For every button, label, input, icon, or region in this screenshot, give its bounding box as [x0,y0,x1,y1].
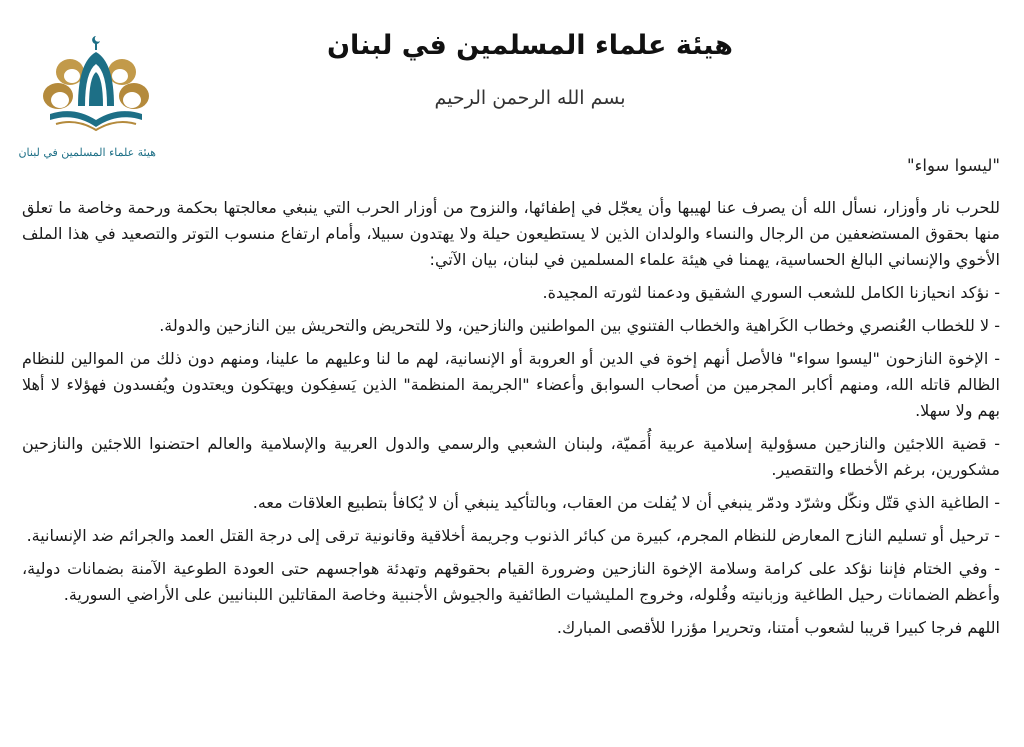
paragraph: - لا للخطاب العُنصري وخطاب الكَراهية والخطاب الفتنوي بين المواطنين والنازحين، ولا للتحريض والتحريش بين النازحين والدولة. [159,316,1000,335]
organization-logo [18,34,156,174]
logo-emblem-icon [36,34,156,146]
paragraph: اللهم فرجا كبيرا قريبا لشعوب أمتنا، وتحريرا مؤزرا للأقصى المبارك. [556,618,1000,637]
logo-caption: هيئة علماء المسلمين في لبنان [18,146,156,159]
page-title: هيئة علماء المسلمين في لبنان [326,30,733,61]
paragraph: - ترحيل أو تسليم النازح المعارض للنظام المجرم، كبيرة من كبائر الذنوب وجريمة أخلاقية وقانونية ترقى إلى درجة القتل العمد والجرائم ضد الإنسانية. [26,526,1000,545]
paragraph: - نؤكد انحيازنا الكامل للشعب السوري الشقيق ودعمنا لثورته المجيدة. [542,283,1000,302]
statement-body [22,195,1000,648]
paragraph: - الطاغية الذي قتّل ونكّل وشرّد ودمّر ينبغي أن لا يُفلت من العقاب، وبالتأكيد ينبغي أن لا يُكافأ بتطبيع العلاقات معه. [252,493,1000,512]
basmala: بسم الله الرحمن الرحيم [434,87,626,109]
paragraph: - قضية اللاجئين والنازحين مسؤولية إسلامية عربية أُمَميّة، ولبنان الشعبي والرسمي والدول العربية والإسلامية والعالم احتضنوا اللاجئين والنازحين مشكورين، برغم الأخطاء والتقصير. [22,434,1000,479]
paragraph: - وفي الختام فإننا نؤكد على كرامة وسلامة الإخوة النازحين وضرورة القيام بحقوقهم وتهدئة هواجسهم حتى العودة الطوعية الآمنة بضمانات دولية، وأعظم الضمانات رحيل الطاغية وزبانيته وفُلوله، وخروج المليشيات الطائفية والجيوش الأجنبية وخاصة المقاتلين اللبنانيين على الأراضي السورية. [22,559,1000,604]
paragraph: - الإخوة النازحون "ليسوا سواء" فالأصل أنهم إخوة في الدين أو العروبة أو الإنسانية، لهم ما لنا وعليهم ما علينا، ومنهم دون ذلك من الموالين للنظام الظالم قاتله الله، ومنهم أكابر المجرمين من أصحاب السوابق وأعضاء "الجريمة المنظمة" الذين يَسفِكون ويهتكون ويعتدون ويُفسدون فهؤلاء لا أهلا بهم ولا سهلا. [22,349,1000,420]
paragraph: للحرب نار وأوزار، نسأل الله أن يصرف عنا لهيبها وأن يعجّل في إطفائها، والنزوح من أوزار الحرب التي ينبغي معالجتها بحكمة ورحمة وخاصة ما تعلق منها بحقوق المستضعفين من الرجال والنساء والولدان الذين لا يستطيعون حيلة ولا يهتدون سبيلا، وأمام ارتفاع منسوب التوتر والتصعيد في هذا الملف الأخوي والإنساني البالغ الحساسية، يهمنا في هيئة علماء المسلمين في لبنان، بيان الآتي: [22,198,1000,269]
statement-title: "ليسوا سواء" [907,156,1000,175]
